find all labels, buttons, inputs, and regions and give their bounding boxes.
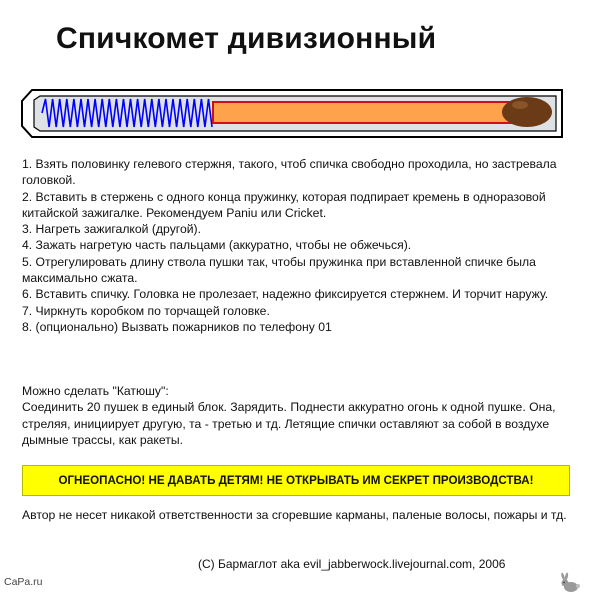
rabbit-icon xyxy=(558,572,582,594)
katyusha-text: Соединить 20 пушек в единый блок. Зарядить. Поднести аккуратно огонь к одной пушке. Она, стреляя, инициирует другую, та - третью и тд. Летящие спички оставляют за собой в воздухе дымные трассы, как ракеты. xyxy=(22,400,556,447)
katyusha-heading: Можно сделать "Катюшу": xyxy=(22,384,169,398)
warning-banner: ОГНЕОПАСНО! НЕ ДАВАТЬ ДЕТЯМ! НЕ ОТКРЫВАТЬ ИМ СЕКРЕТ ПРОИЗВОДСТВА! xyxy=(22,465,570,496)
instructions xyxy=(22,156,577,335)
disclaimer: Автор не несет никакой ответственности за сгоревшие карманы, паленые волосы, пожары и тд. xyxy=(22,508,567,522)
step-6: 6. Вставить спичку. Головка не пролезает, надежно фиксируется стержнем. И торчит наружу. xyxy=(22,287,549,302)
site-watermark: CaPa.ru xyxy=(4,576,43,588)
step-4: 4. Зажать нагретую часть пальцами (аккуратно, чтобы не обжечься). xyxy=(22,238,412,253)
copyright-line: (С) Бармаглот aka evil_jabberwock.livejournal.com, 2006 xyxy=(198,557,506,571)
step-8: 8. (опционально) Вызвать пожарников по телефону 01 xyxy=(22,319,332,334)
katyusha-section xyxy=(22,383,577,448)
match-stick xyxy=(213,102,517,123)
step-1: 1. Взять половинку гелевого стержня, такого, чтоб спичка свободно проходила, но застревала головкой. xyxy=(22,157,557,188)
step-3: 3. Нагреть зажигалкой (другой). xyxy=(22,222,201,237)
matchgun-illustration xyxy=(0,0,590,150)
page-title: Спичкомет дивизионный xyxy=(56,22,437,55)
match-head xyxy=(502,97,552,127)
step-5: 5. Отрегулировать длину ствола пушки так, чтобы пружинка при вставленной спичке была максимально сжата. xyxy=(22,254,536,286)
step-7: 7. Чиркнуть коробком по торчащей головке. xyxy=(22,303,270,318)
match-head-highlight xyxy=(512,101,528,109)
step-2: 2. Вставить в стержень с одного конца пружинку, которая подпирает кремень в одноразовой китайской зажигалке. Рекомендуем Paniu или Cricket. xyxy=(22,189,546,220)
